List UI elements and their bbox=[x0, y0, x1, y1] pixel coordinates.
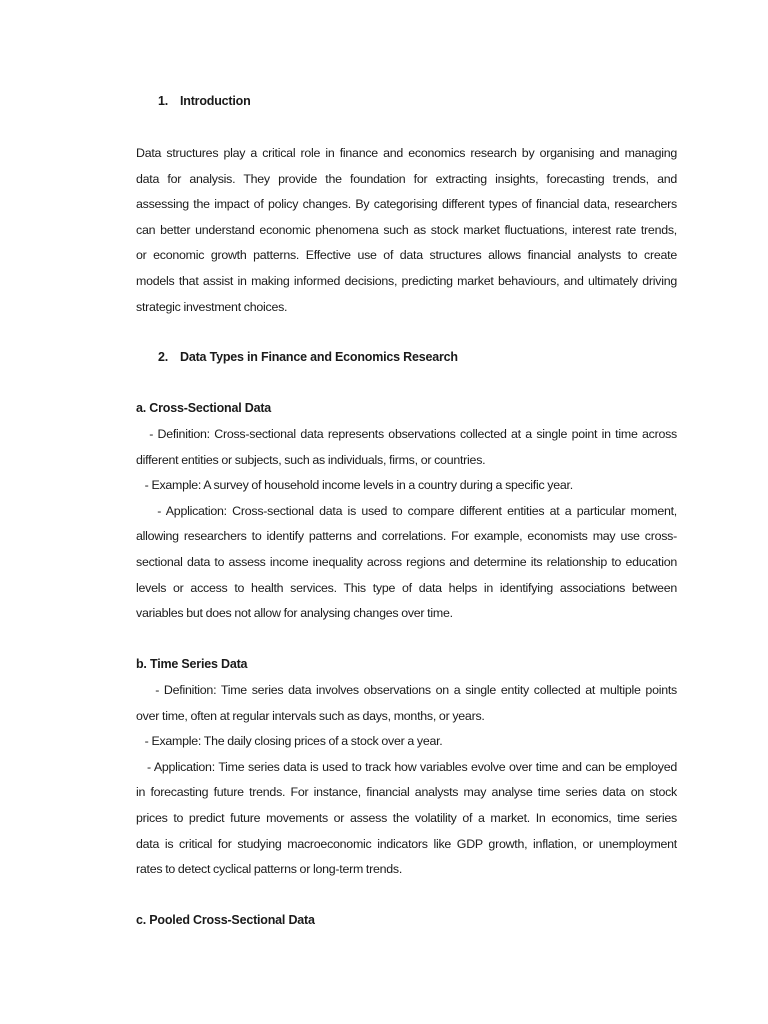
section-number: 1. bbox=[158, 94, 169, 108]
paragraph-line: levels or access to health services. This type of data helps in identifying associations between bbox=[136, 580, 677, 595]
cross-sectional-body bbox=[136, 422, 677, 627]
section-heading-introduction bbox=[158, 94, 251, 108]
paragraph-line: sectional data to assess income inequality across regions and determine its relationship to education bbox=[136, 554, 677, 569]
paragraph-line: - Example: A survey of household income levels in a country during a specific year. bbox=[136, 478, 573, 493]
paragraph-line: can better understand economic phenomena such as stock market fluctuations, interest rate trends, bbox=[136, 222, 677, 237]
paragraph-line: assessing the impact of policy changes. By categorising different types of financial data, researchers bbox=[136, 197, 677, 212]
section-number: 2. bbox=[158, 350, 169, 364]
section-title: Data Types in Finance and Economics Research bbox=[180, 350, 458, 364]
subsection-title-time-series: b. Time Series Data bbox=[136, 657, 248, 671]
paragraph-line: - Application: Time series data is used to track how variables evolve over time and can be employed bbox=[136, 759, 677, 774]
subsection-title-cross-sectional: a. Cross-Sectional Data bbox=[136, 401, 272, 415]
paragraph-line: allowing researchers to identify patterns and correlations. For example, economists may use cross- bbox=[136, 529, 677, 544]
paragraph-line: - Definition: Time series data involves observations on a single entity collected at multiple points bbox=[136, 683, 677, 697]
paragraph-line: - Definition: Cross-sectional data represents observations collected at a single point in time across bbox=[136, 427, 677, 441]
paragraph-line: over time, often at regular intervals such as days, months, or years. bbox=[136, 708, 485, 723]
paragraph-line: prices to predict future movements or assess the volatility of a market. In economics, time series bbox=[136, 810, 677, 825]
paragraph-line: - Example: The daily closing prices of a stock over a year. bbox=[136, 734, 443, 749]
paragraph-line: strategic investment choices. bbox=[136, 299, 288, 314]
paragraph-line: models that assist in making informed decisions, predicting market behaviours, and ultimately driving bbox=[136, 273, 677, 288]
paragraph-line: variables but does not allow for analysing changes over time. bbox=[136, 606, 453, 621]
paragraph-line: rates to detect cyclical patterns or long-term trends. bbox=[136, 862, 403, 877]
subsection-title-pooled-cross-sectional: c. Pooled Cross-Sectional Data bbox=[136, 913, 315, 927]
time-series-body bbox=[136, 678, 677, 883]
paragraph-line: data for analysis. They provide the foundation for extracting insights, forecasting trends, and bbox=[136, 171, 677, 186]
paragraph-line: in forecasting future trends. For instance, financial analysts may analyse time series data on stock bbox=[136, 785, 677, 800]
paragraph-line: - Application: Cross-sectional data is used to compare different entities at a particular moment, bbox=[136, 503, 677, 518]
paragraph-line: or economic growth patterns. Effective use of data structures allows financial analysts to create bbox=[136, 248, 677, 263]
paragraph-line: different entities or subjects, such as individuals, firms, or countries. bbox=[136, 452, 486, 467]
intro-paragraph bbox=[136, 141, 677, 320]
paragraph-line: data is critical for studying macroeconomic indicators like GDP growth, inflation, or unemployment bbox=[136, 836, 677, 851]
section-heading-data-types bbox=[158, 350, 458, 364]
section-title: Introduction bbox=[180, 94, 251, 108]
paragraph-line: Data structures play a critical role in finance and economics research by organising and managing bbox=[136, 146, 677, 160]
